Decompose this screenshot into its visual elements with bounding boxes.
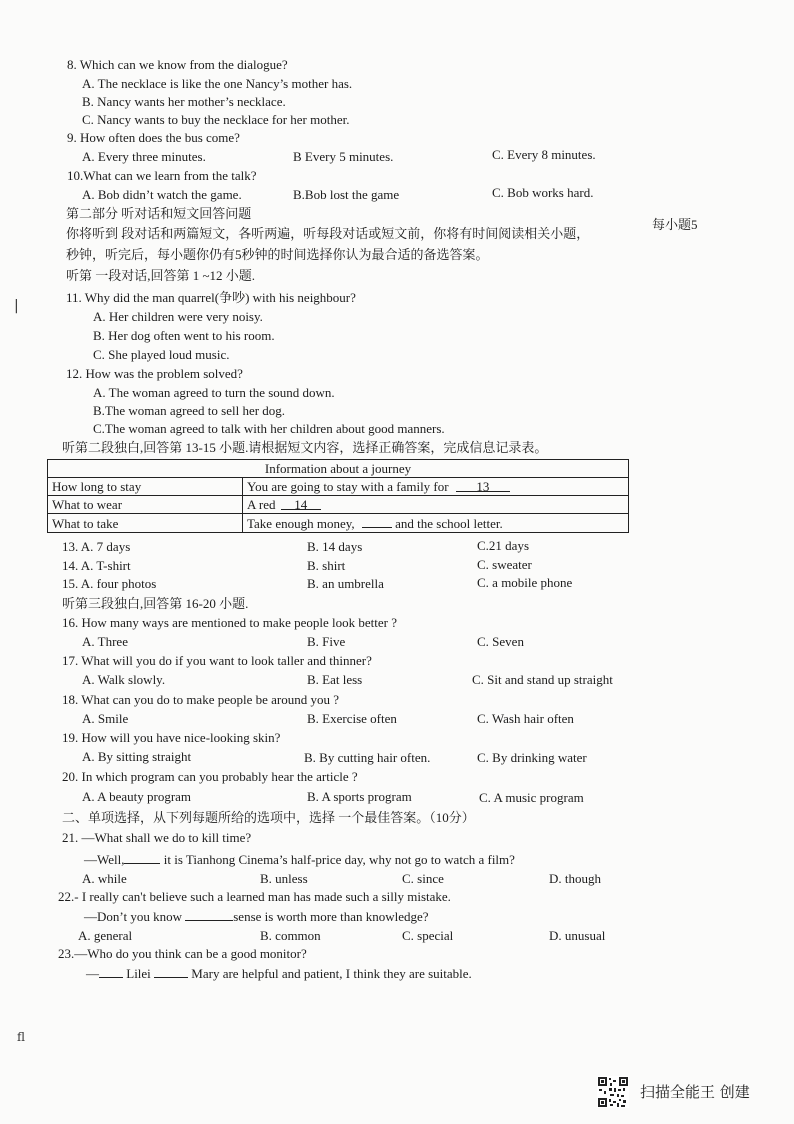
q19-option-a: A. By sitting straight <box>82 749 192 764</box>
q14-option-b: B. shirt <box>307 558 346 573</box>
q11-option-b: B. Her dog often went to his room. <box>93 328 275 343</box>
q19-option-b: B. By cutting hair often. <box>304 750 431 765</box>
q21-line2-start: —Well, <box>84 852 125 867</box>
q13-option-b: B. 14 days <box>307 539 363 554</box>
q10-option-a: A. Bob didn’t watch the game. <box>82 187 242 202</box>
q20-option-b: B. A sports program <box>307 789 412 804</box>
qr-code-icon <box>597 1076 629 1108</box>
q16-option-c: C. Seven <box>477 634 524 649</box>
journey-info-table <box>47 459 629 533</box>
q21-blank[interactable] <box>124 850 160 864</box>
q20-option-c: C. A music program <box>479 790 584 805</box>
blank-number-14: 14 <box>294 497 308 512</box>
q21-option-b: B. unless <box>260 871 308 886</box>
q22-line1: 22.- I really can't believe such a learned man has made such a silly mistake. <box>58 889 451 904</box>
blank-13[interactable] <box>456 478 510 492</box>
q18-option-b: B. Exercise often <box>307 711 397 726</box>
q21-option-c: C. since <box>402 871 444 886</box>
q8-option-a: A. The necklace is like the one Nancy’s mother has. <box>82 76 353 91</box>
q8-stem: 8. Which can we know from the dialogue? <box>67 57 288 72</box>
blank-number-13: 13 <box>476 479 490 494</box>
q8-option-b: B. Nancy wants her mother’s necklace. <box>82 94 286 109</box>
q8-option-c: C. Nancy wants to buy the necklace for her mother. <box>82 112 350 127</box>
q21-line2-end: it is Tianhong Cinema’s half-price day, why not go to watch a film? <box>163 852 515 867</box>
q19-option-c: C. By drinking water <box>477 750 587 765</box>
q23-dash: — <box>86 966 99 981</box>
q16-stem: 16. How many ways are mentioned to make people look better ? <box>62 615 398 630</box>
blank-15[interactable] <box>362 514 392 528</box>
q9-option-b: B Every 5 minutes. <box>293 149 394 164</box>
q10-stem: 10.What can we learn from the talk? <box>67 168 257 183</box>
q18-option-a: A. Smile <box>82 711 129 726</box>
q20-stem: 20. In which program can you probably hear the article ? <box>62 769 358 784</box>
q22-blank[interactable] <box>185 907 233 921</box>
q11-stem: 11. Why did the man quarrel(争吵) with his neighbour? <box>66 290 356 305</box>
q9-option-a: A. Every three minutes. <box>82 149 206 164</box>
q9-option-c: C. Every 8 minutes. <box>492 147 596 162</box>
table-row <box>48 478 629 496</box>
q17-option-b: B. Eat less <box>307 672 363 687</box>
q23-line1: 23.—Who do you think can be a good monitor? <box>58 946 307 961</box>
q10-option-b: B.Bob lost the game <box>293 187 400 202</box>
part2-instruction-line2: 秒钟，听完后，每小题你仍有5秒钟的时间选择你认为最合适的备选答案。 <box>66 247 489 262</box>
table-title: Information about a journey <box>48 460 629 478</box>
section3-heading: 听第三段独白,回答第 16-20 小题. <box>62 596 249 611</box>
q13-option-a: 13. A. 7 days <box>62 539 131 554</box>
q16-option-a: A. Three <box>82 634 128 649</box>
q9-stem: 9. How often does the bus come? <box>67 130 240 145</box>
q22-option-a: A. general <box>78 928 133 943</box>
row-value-stay <box>243 478 629 496</box>
q23-lilei: Lilei <box>126 966 151 981</box>
blank-14[interactable] <box>281 496 321 510</box>
q11-option-c: C. She played loud music. <box>93 347 230 362</box>
table-row <box>48 460 629 478</box>
scanner-watermark: 扫描全能王 创建 <box>640 1083 750 1101</box>
q15-option-b: B. an umbrella <box>307 576 384 591</box>
row-value-wear <box>243 496 629 514</box>
q14-option-a: 14. A. T-shirt <box>62 558 131 573</box>
q16-option-b: B. Five <box>307 634 346 649</box>
q12-option-b: B.The woman agreed to sell her dog. <box>93 403 286 418</box>
q22-option-d: D. unusual <box>549 928 606 943</box>
row-value-take <box>243 514 629 533</box>
page-mark: fl <box>17 1030 26 1044</box>
q22-option-b: B. common <box>260 928 321 943</box>
q17-stem: 17. What will you do if you want to look taller and thinner? <box>62 653 372 668</box>
q11-option-a: A. Her children were very noisy. <box>93 309 263 324</box>
part-two-heading: 二、单项选择，从下列每题所给的选项中，选择 一个最佳答案。（10分） <box>62 810 475 825</box>
q21-line2 <box>84 850 515 870</box>
q14-option-c: C. sweater <box>477 557 532 572</box>
q17-option-c: C. Sit and stand up straight <box>472 672 613 687</box>
q21-option-a: A. while <box>82 871 127 886</box>
margin-mark: | <box>14 298 19 314</box>
q18-stem: 18. What can you do to make people be around you ? <box>62 692 340 707</box>
q20-option-a: A. A beauty program <box>82 789 192 804</box>
stay-text: You are going to stay with a family for <box>247 479 449 494</box>
part2-instruction-line1: 你将听到 段对话和两篇短文，各听两遍，听每段对话或短文前，你将有时间阅读相关小题， <box>66 226 590 241</box>
q15-option-c: C. a mobile phone <box>477 575 573 590</box>
q21-option-d: D. though <box>549 871 601 886</box>
row-label-take: What to take <box>48 514 243 533</box>
take-text: Take enough money, <box>247 516 355 531</box>
row-label-wear: What to wear <box>48 496 243 514</box>
q10-option-c: C. Bob works hard. <box>492 185 594 200</box>
part2-heading: 第二部分 听对话和短文回答问题 <box>66 206 252 221</box>
table-row <box>48 496 629 514</box>
q19-stem: 19. How will you have nice-looking skin? <box>62 730 281 745</box>
take-tail: and the school letter. <box>395 516 503 531</box>
q23-blank-1[interactable] <box>99 964 123 978</box>
row-label-stay: How long to stay <box>48 478 243 496</box>
q22-line2-start: —Don’t you know <box>84 909 182 924</box>
part2-instruction-right: 每小题5 <box>652 217 698 232</box>
q12-option-c: C.The woman agreed to talk with her children about good manners. <box>93 421 445 436</box>
q18-option-c: C. Wash hair often <box>477 711 574 726</box>
table-row <box>48 514 629 533</box>
q23-line2-end: Mary are helpful and patient, I think they are suitable. <box>191 966 472 981</box>
q12-option-a: A. The woman agreed to turn the sound down. <box>93 385 335 400</box>
section2-heading: 听第二段独白,回答第 13-15 小题.请根据短文内容，选择正确答案，完成信息记录表。 <box>62 440 548 455</box>
q17-option-a: A. Walk slowly. <box>82 672 166 687</box>
q22-option-c: C. special <box>402 928 454 943</box>
q15-option-a: 15. A. four photos <box>62 576 157 591</box>
q13-option-c: C.21 days <box>477 538 529 553</box>
q22-line2-end: sense is worth more than knowledge? <box>233 909 429 924</box>
wear-text: A red <box>247 497 276 512</box>
q23-blank-2[interactable] <box>154 964 188 978</box>
section1-heading: 听第 一段对话,回答第 1 ~12 小题. <box>66 268 256 283</box>
q21-line1: 21. —What shall we do to kill time? <box>62 830 252 845</box>
q22-line2 <box>84 907 429 927</box>
q12-stem: 12. How was the problem solved? <box>66 366 243 381</box>
q23-line2 <box>86 964 472 984</box>
